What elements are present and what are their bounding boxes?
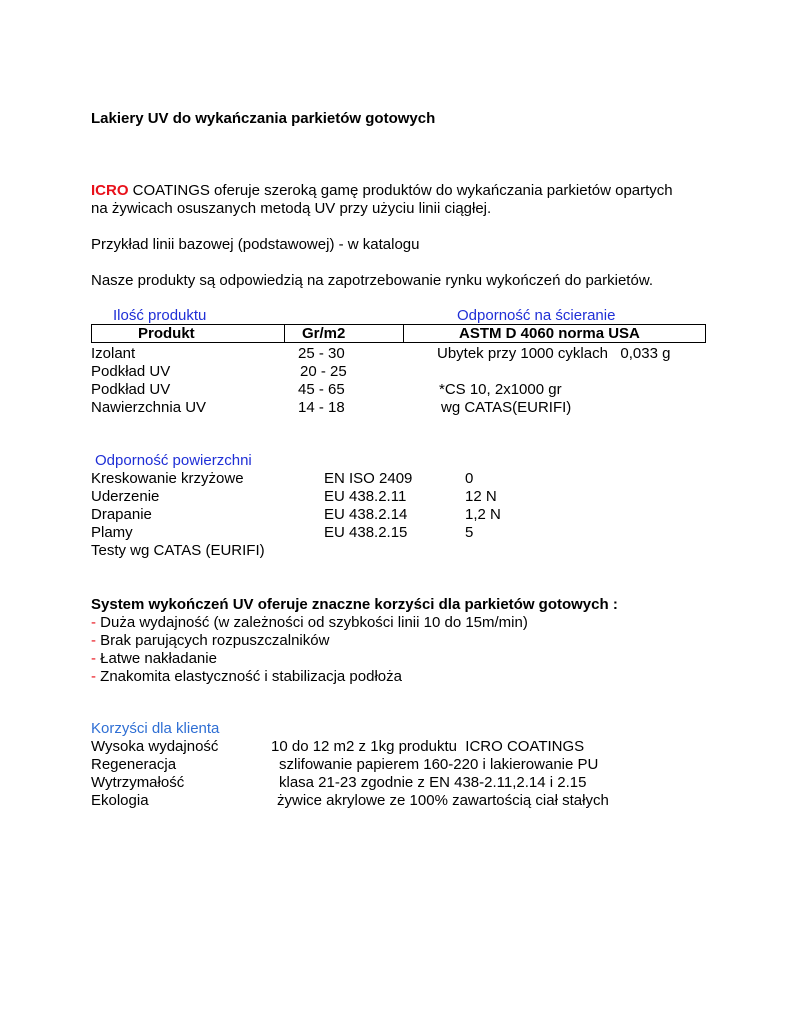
product-name: Podkład UV xyxy=(91,363,171,380)
surface-test-name: Kreskowanie krzyżowe xyxy=(91,470,244,487)
product-note: *CS 10, 2x1000 gr xyxy=(439,381,562,398)
product-qty: 20 - 25 xyxy=(300,363,347,380)
surface-test-value: 0 xyxy=(465,470,474,487)
bullet-dash: - xyxy=(91,614,96,631)
product-note: wg CATAS(EURIFI) xyxy=(441,399,572,416)
benefit-item xyxy=(91,668,402,686)
catalog-line: Przykład linii bazowej (podstawowej) - w katalogu xyxy=(91,236,420,253)
benefit-item xyxy=(91,614,528,632)
intro-line-1 xyxy=(91,182,673,200)
brand-name: ICRO xyxy=(91,182,129,199)
client-benefit-value: klasa 21-23 zgodnie z EN 438-2.11,2.14 i 2.15 xyxy=(279,774,587,791)
client-benefit-name: Regeneracja xyxy=(91,756,177,773)
surface-test-norm: EU 438.2.14 xyxy=(324,506,408,523)
product-table-header xyxy=(91,324,706,343)
response-line: Nasze produkty są odpowiedzią na zapotrzebowanie rynku wykończeń do parkietów. xyxy=(91,272,653,289)
product-qty: 14 - 18 xyxy=(298,399,345,416)
surface-test-name: Uderzenie xyxy=(91,488,160,505)
surface-test-value: 5 xyxy=(465,524,474,541)
client-benefit-value: szlifowanie papierem 160-220 i lakierowanie PU xyxy=(279,756,599,773)
surface-test-value: 12 N xyxy=(465,488,497,505)
intro-line-2: na żywicach osuszanych metodą UV przy użyciu linii ciągłej. xyxy=(91,200,492,217)
client-heading: Korzyści dla klienta xyxy=(91,720,220,737)
header-divider xyxy=(403,325,404,342)
benefit-text: Łatwe nakładanie xyxy=(96,650,217,667)
benefits-heading: System wykończeń UV oferuje znaczne korzyści dla parkietów gotowych : xyxy=(91,596,618,613)
quantity-label: Ilość produktu xyxy=(113,307,207,324)
product-name: Nawierzchnia UV xyxy=(91,399,207,416)
product-name: Izolant xyxy=(91,345,136,362)
product-qty: 45 - 65 xyxy=(298,381,345,398)
product-name: Podkład UV xyxy=(91,381,171,398)
surface-test-value: 1,2 N xyxy=(465,506,501,523)
surface-heading: Odporność powierzchni xyxy=(95,452,252,469)
header-grm2: Gr/m2 xyxy=(302,325,346,342)
client-benefit-value: 10 do 12 m2 z 1kg produktu ICRO COATINGS xyxy=(271,738,585,755)
client-benefit-name: Ekologia xyxy=(91,792,149,809)
bullet-dash: - xyxy=(91,632,96,649)
surface-footer: Testy wg CATAS (EURIFI) xyxy=(91,542,265,559)
benefit-item xyxy=(91,650,217,668)
surface-test-norm: EU 438.2.15 xyxy=(324,524,408,541)
header-divider xyxy=(284,325,285,342)
page-title: Lakiery UV do wykańczania parkietów gotowych xyxy=(91,110,436,127)
surface-test-norm: EU 438.2.11 xyxy=(324,488,407,505)
product-note: Ubytek przy 1000 cyklach 0,033 g xyxy=(437,345,671,362)
bullet-dash: - xyxy=(91,650,96,667)
header-astm: ASTM D 4060 norma USA xyxy=(459,325,640,342)
surface-test-name: Plamy xyxy=(91,524,133,541)
product-qty: 25 - 30 xyxy=(298,345,345,362)
client-benefit-name: Wytrzymałość xyxy=(91,774,185,791)
bullet-dash: - xyxy=(91,668,96,685)
surface-test-name: Drapanie xyxy=(91,506,152,523)
benefit-text: Znakomita elastyczność i stabilizacja podłoża xyxy=(96,668,402,685)
benefit-text: Duża wydajność (w zależności od szybkości linii 10 do 15m/min) xyxy=(96,614,528,631)
client-benefit-name: Wysoka wydajność xyxy=(91,738,219,755)
intro-line-1-text: COATINGS oferuje szeroką gamę produktów do wykańczania parkietów opartych xyxy=(128,182,673,199)
header-product: Produkt xyxy=(138,325,195,342)
abrasion-label: Odporność na ścieranie xyxy=(457,307,616,324)
benefit-item xyxy=(91,632,329,650)
surface-test-norm: EN ISO 2409 xyxy=(324,470,413,487)
client-benefit-value: żywice akrylowe ze 100% zawartością ciał stałych xyxy=(277,792,609,809)
benefit-text: Brak parujących rozpuszczalników xyxy=(96,632,330,649)
